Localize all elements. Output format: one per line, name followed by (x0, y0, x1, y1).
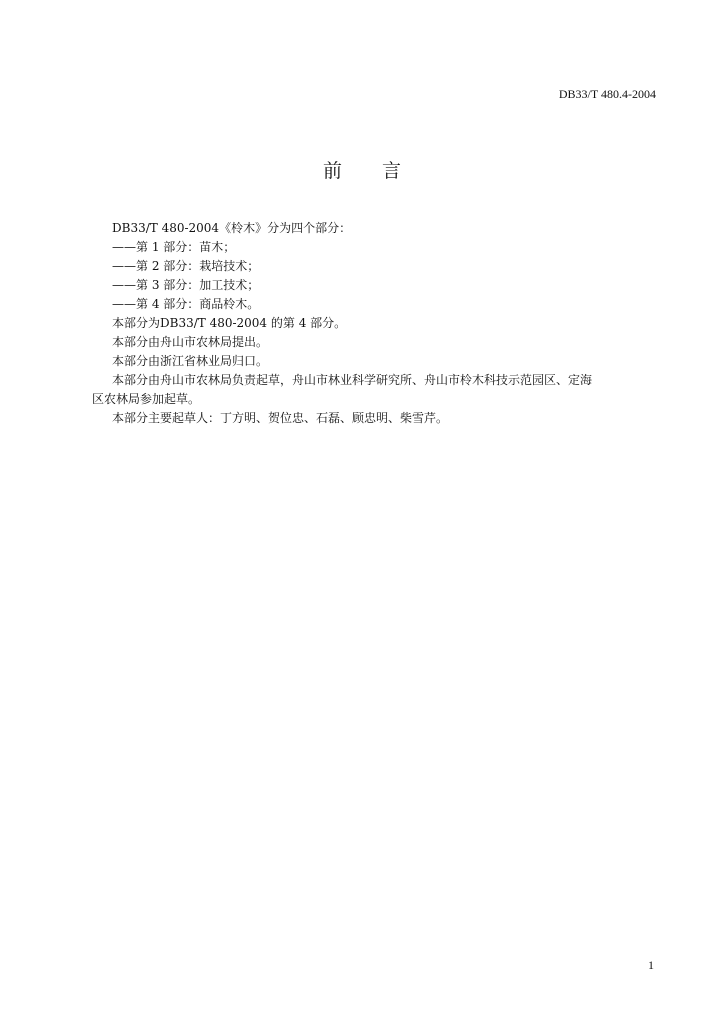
proposer-line: 本部分由舟山市农林局提出。 (112, 335, 269, 349)
page-title-right: 言 (382, 160, 402, 182)
part-3-line: ——第 3 部分：加工技术； (112, 278, 260, 292)
standard-code: DB33/T 480.4-2004 (558, 87, 656, 101)
part-2-line: ——第 2 部分：栽培技术； (112, 259, 260, 273)
page-title (0, 156, 724, 183)
page-title-left: 前 (322, 160, 342, 182)
part-4-line: ——第 4 部分：商品柃木。 (112, 297, 260, 311)
drafting-units-line: 本部分由舟山市农林局负责起草，舟山市林业科学研究所、舟山市柃木科技示范园区、定海 (112, 373, 593, 387)
responsible-unit-line: 本部分由浙江省林业局归口。 (112, 354, 269, 368)
part-statement-line: 本部分为DB33/T 480-2004 的第 4 部分。 (112, 316, 347, 330)
drafters-line: 本部分主要起草人：丁方明、贺位忠、石磊、顾忠明、柴雪芹。 (112, 411, 449, 425)
page-number: 1 (648, 958, 654, 972)
foreword-body (92, 219, 640, 428)
drafting-units-continuation: 区农林局参加起草。 (92, 392, 201, 406)
intro-line: DB33/T 480-2004《柃木》分为四个部分： (112, 221, 352, 235)
part-1-line: ——第 1 部分：苗木； (112, 240, 236, 254)
